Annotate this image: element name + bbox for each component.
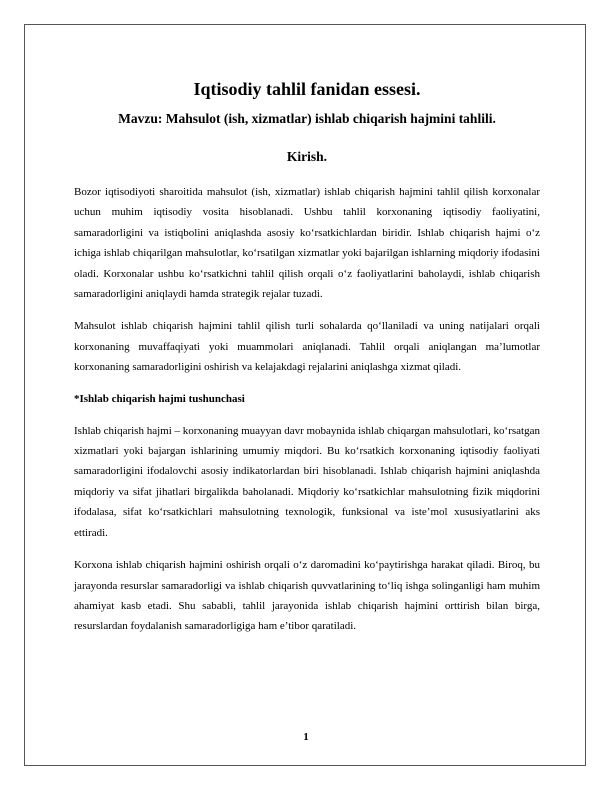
intro-heading: Kirish. bbox=[286, 149, 328, 164]
paragraph: Ishlab chiqarish hajmi – korxonaning muayyan davr mobaynida ishlab chiqargan mahsulotlari, ko‘rsatgan xizmatlari yoki bajargan ishlarining umumiy miqdori. Bu ko‘rsatkich korxonaning iqtisodiy faoliyati samaradorligini ifodalovchi asosiy indikatorlardan biri hisoblanadi. Ishlab chiqarish hajmini aniqlashda miqdoriy va sifat jihatlari birgalikda baholanadi. Miqdoriy ko‘rsatkichlar mahsulotning fizik miqdorini ifodalasa, sifat ko‘rsatkichlari mahsulotning texnologik, funksional va iste’mol xususiyatlarini aks ettiradi. bbox=[74, 424, 540, 539]
document-body bbox=[74, 70, 540, 637]
paragraph: Bozor iqtisodiyoti sharoitida mahsulot (ish, xizmatlar) ishlab chiqarish hajmini tahlil qilish korxonalar uchun muhim iqtisodiy vosita hisoblanadi. Ushbu tahlil korxonaning iqtisodiy faoliyatini, samaradorligini va istiqbolini aniqlashda asosiy ko‘rsatkichlardan biridir. Ishlab chiqarish hajmi o‘z ichiga ishlab chiqarilgan mahsulotlar, ko‘rsatilgan xizmatlar yoki bajarilgan ishlarning miqdoriy ifodasini oladi. Korxonalar ushbu ko‘rsatkichni tahlil qilish orqali o‘z faoliyatlarini baholaydi, ishlab chiqarish samaradorligini aniqlaydi hamda strategik rejalar tuzadi. bbox=[74, 186, 540, 301]
page-number: 1 bbox=[303, 731, 309, 743]
section-heading: *Ishlab chiqarish hajmi tushunchasi bbox=[74, 392, 245, 405]
paragraph: Mahsulot ishlab chiqarish hajmini tahlil qilish turli sohalarda qo‘llaniladi va uning natijalari orqali korxonaning muvaffaqiyati yoki muammolari aniqlanadi. Tahlil orqali aniqlangan ma’lumotlar korxonaning samaradorligini oshirish va kelajakdagi rejalarini aniqlashga xizmat qiladi. bbox=[74, 320, 540, 374]
document-title: Iqtisodiy tahlil fanidan essesi. bbox=[193, 79, 421, 99]
paragraph: Korxona ishlab chiqarish hajmini oshirish orqali o‘z daromadini ko‘paytirishga harakat qiladi. Biroq, bu jarayonda resurslar samaradorligi va ishlab chiqarish quvvatlarining to‘liq ishga solinganligi ham muhim ahamiyat kasb etadi. Shu sababli, tahlil jarayonida ishlab chiqarish hajmini orttirish bilan birga, resurslardan foydalanish samaradorligiga ham e’tibor qaratiladi. bbox=[74, 559, 540, 633]
document-subtitle: Mavzu: Mahsulot (ish, xizmatlar) ishlab chiqarish hajmini tahlili. bbox=[118, 111, 496, 126]
